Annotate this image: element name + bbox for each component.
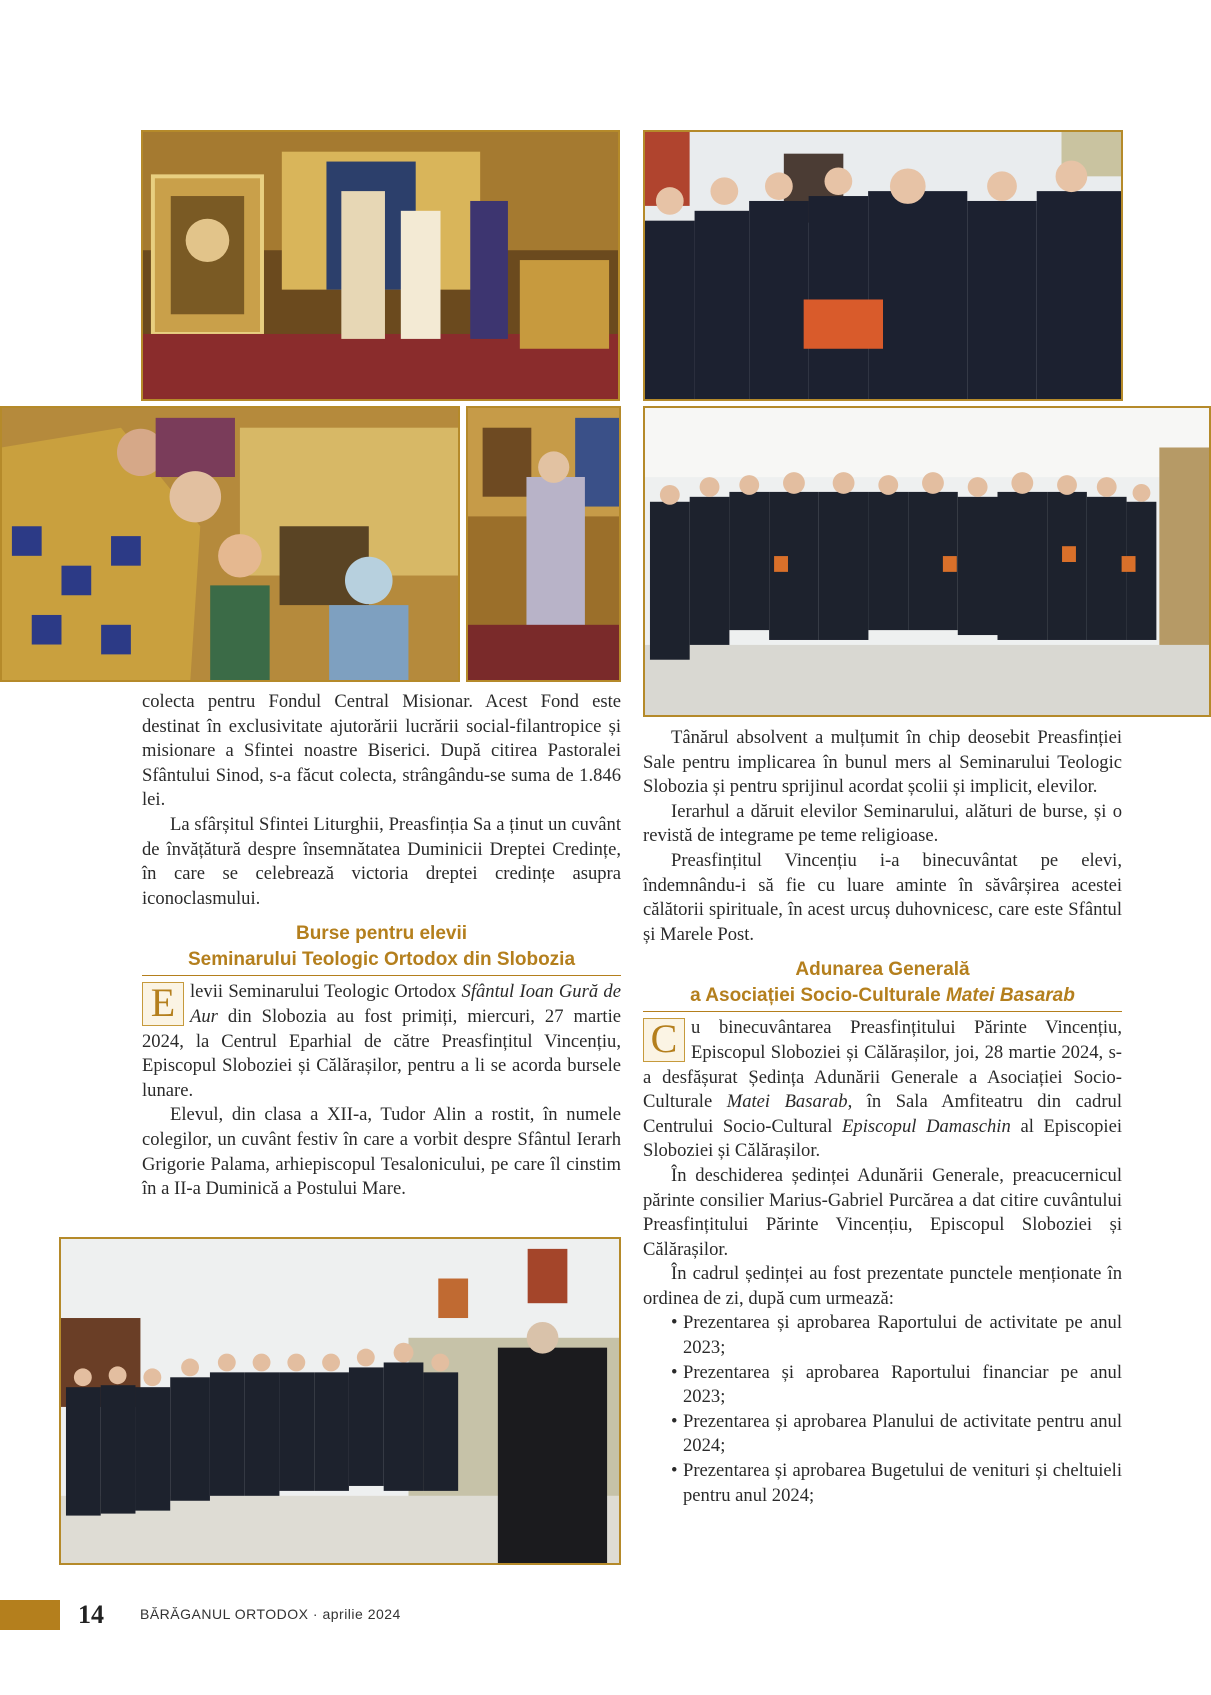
left-column bbox=[142, 690, 621, 1202]
magazine-title: BĂRĂGANUL ORTODOX bbox=[140, 1606, 309, 1622]
page-number: 14 bbox=[78, 1600, 104, 1629]
photo-seminarians-reading bbox=[643, 130, 1123, 401]
heading-adunarea-line2: a Asociației Socio-Culturale Matei Basarab bbox=[690, 985, 1075, 1007]
list-item: • Prezentarea și aprobarea Raportului financiar pe anul 2023; bbox=[671, 1361, 1122, 1410]
heading-adunarea-line1: Adunarea Generală bbox=[795, 959, 970, 981]
list-item: • Prezentarea și aprobarea Raportului de activitate pe anul 2023; bbox=[671, 1311, 1122, 1360]
dropcap-e: E bbox=[142, 982, 184, 1026]
right-paragraph-4: C u binecuvântarea Preasfințitului Părinte Vincențiu, Episcopul Sloboziei și Călărașilor, joi, 28 martie 2024, s-a desfășurat Ședința Adunării Generale a Asociației Socio-Culturale Matei Basarab, în Sala Amfiteatru din cadrul Centrului Socio-Cultural Episcopul Damaschin al Episcopiei Sloboziei și Călărașilor. bbox=[643, 1016, 1123, 1162]
agenda-list bbox=[643, 1311, 1122, 1508]
section-heading-adunarea bbox=[643, 947, 1122, 1012]
photo-hierarch-standing bbox=[466, 406, 621, 682]
footer-accent-bar bbox=[0, 1600, 60, 1630]
right-paragraph-2: Ierarhul a dăruit elevilor Seminarului, alături de burse, și o revistă de integrame pe teme religioase. bbox=[643, 800, 1122, 847]
photo-liturgy-altar bbox=[141, 130, 620, 401]
right-column bbox=[643, 726, 1122, 1508]
heading-burse-line2: Seminarului Teologic Ortodox din Slobozia bbox=[187, 949, 576, 971]
section-heading-burse bbox=[142, 911, 621, 976]
dropcap-c: C bbox=[643, 1018, 685, 1062]
list-item: • Prezentarea și aprobarea Planului de activitate pentru anul 2024; bbox=[671, 1410, 1122, 1459]
photo-communion bbox=[0, 406, 460, 682]
photo-seminarians-hall bbox=[59, 1237, 621, 1565]
list-item: • Prezentarea și aprobarea Bugetului de venituri și cheltuieli pentru anul 2024; bbox=[671, 1459, 1122, 1508]
left-paragraph-3: E levii Seminarului Teologic Ortodox Sfântul Ioan Gură de Aur din Slobozia au fost primiți, miercuri, 27 martie 2024, la Centrul Eparhial de către Preasfințitul Vincențiu, Episcopul Sloboziei și Călărașilor, pentru a li se acorda bursele lunare. bbox=[142, 980, 621, 1101]
magazine-footer bbox=[140, 1606, 401, 1622]
photo-group-with-bishop bbox=[643, 406, 1211, 717]
right-paragraph-3: Preasfințitul Vincențiu i-a binecuvântat pe elevi, îndemnându-i să fie cu luare aminte în săvârșirea acestei călătorii spirituale, în acest urcuș duhovnicesc, care este Sfântul și Marele Post. bbox=[643, 849, 1122, 945]
magazine-issue: · aprilie 2024 bbox=[312, 1606, 401, 1622]
right-paragraph-6: În cadrul ședinței au fost prezentate punctele menționate în ordinea de zi, după cum urmează: bbox=[643, 1263, 1122, 1309]
right-paragraph-1: Tânărul absolvent a mulțumit în chip deosebit Preasfinției Sale pentru implicarea în bunul mers al Seminarului Teologic Slobozia și pentru sprijinul acordat școlii și implicit, elevilor. bbox=[643, 727, 1122, 798]
right-paragraph-5: În deschiderea ședinței Adunării Generale, preacucernicul părinte consilier Marius-Gabriel Purcărea a dat citire cuvântului Preasfințitului Părinte Vincențiu, Episcopul Sloboziei și Călărașilor. bbox=[643, 1164, 1122, 1260]
left-paragraph-1: colecta pentru Fondul Central Misionar. Acest Fond este destinat în exclusivitate ajutorării lucrării social-filantropice și misionare a Sfintei noastre Biserici. După citirea Pastoralei Sfântului Sinod, s-a făcut colecta, strângându-se suma de 1.846 lei. bbox=[142, 691, 621, 811]
left-paragraph-4: Elevul, din clasa a XII-a, Tudor Alin a rostit, în numele colegilor, un cuvânt festiv în care a vorbit despre Sfântul Ierarh Grigorie Palama, arhiepiscopul Tesalonicului, pe care îl cinstim în a II-a Duminică a Postului Mare. bbox=[142, 1104, 621, 1200]
heading-burse-line1: Burse pentru elevii bbox=[295, 923, 468, 945]
left-paragraph-2: La sfârșitul Sfintei Liturghii, Preasfinția Sa a ținut un cuvânt de învățătură despre însemnătatea Duminicii Dreptei Credințe, în care se celebrează victoria dreptei credințe asupra iconoclasmului. bbox=[142, 813, 621, 909]
